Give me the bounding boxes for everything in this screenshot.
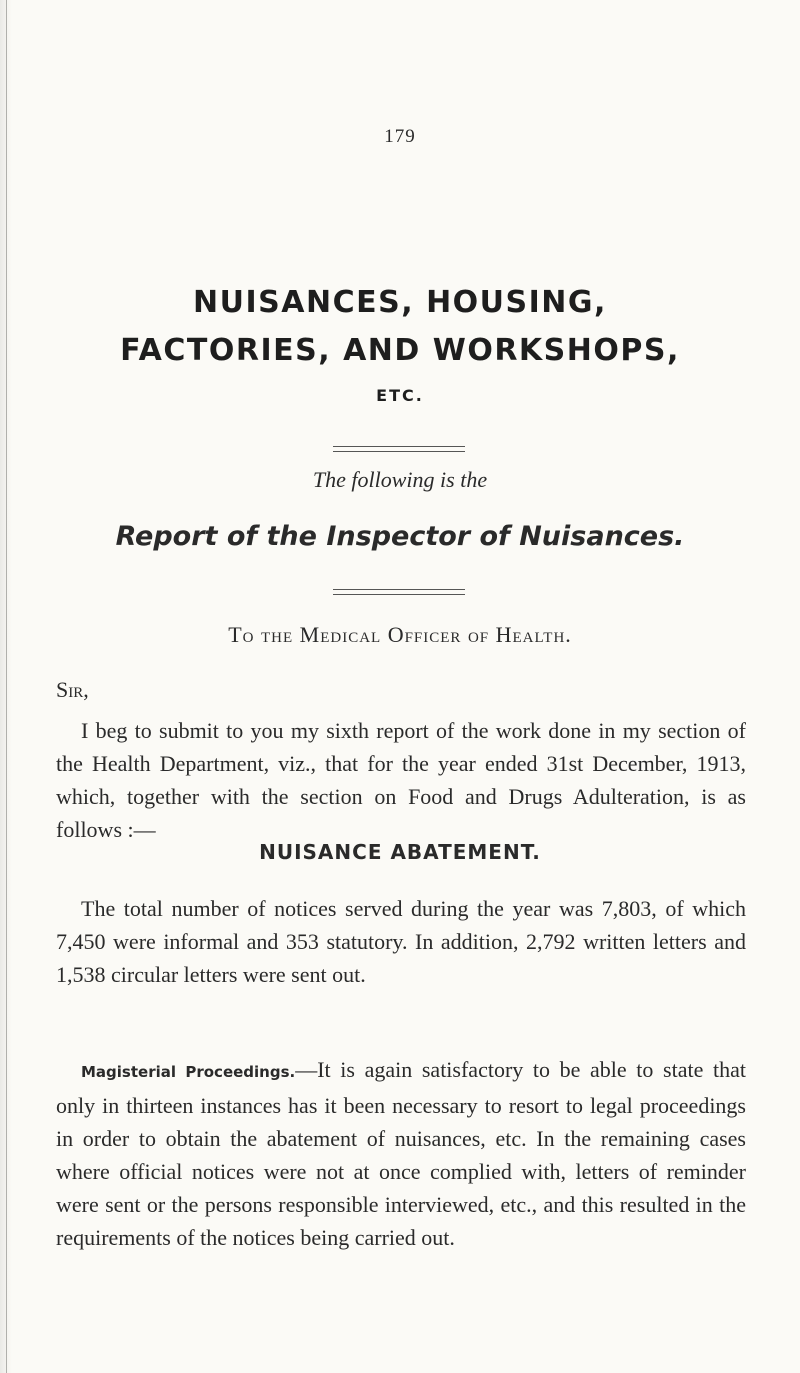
report-title: Report of the Inspector of Nuisances. [115, 521, 685, 552]
intro-line: The following is the [312, 467, 488, 492]
section-heading: NUISANCE ABATEMENT. [259, 840, 541, 864]
divider-rule-bottom [333, 589, 465, 595]
paragraph-intro: I beg to submit to you my sixth report of the work done in my section of the Health Department, viz., that for the year ended 31st December, 1913, which, together with the section on Food and Drugs Adulteration, is as follows :— [56, 718, 746, 842]
paragraph-proceedings [56, 1053, 746, 1254]
runin-heading: Magisterial Proceedings. [81, 1063, 296, 1081]
addressee: To the Medical Officer of Health. [228, 622, 572, 647]
title-line-2: FACTORIES, AND WORKSHOPS, [120, 333, 680, 368]
binding-line [6, 0, 7, 1373]
title-line-3: ETC. [376, 386, 424, 405]
title-line-1: NUISANCES, HOUSING, [193, 285, 607, 320]
page-number: 179 [384, 126, 416, 147]
paragraph-proceedings-text: —It is again satisfactory to be able to state that only in thirteen instances has it been necessary to resort to legal proceedings in order to obtain the abatement of nuisances, etc. In the remaining cases where official notices were not at once complied with, letters of reminder were sent or the persons responsible interviewed, etc., and this resulted in the requirements of the notices being carried out. [56, 1057, 746, 1250]
paragraph-notices: The total number of notices served during the year was 7,803, of which 7,450 were informal and 353 statutory. In addition, 2,792 written letters and 1,538 circular letters were sent out. [56, 896, 746, 987]
salutation: Sir, [56, 677, 89, 702]
divider-rule-top [333, 446, 465, 452]
